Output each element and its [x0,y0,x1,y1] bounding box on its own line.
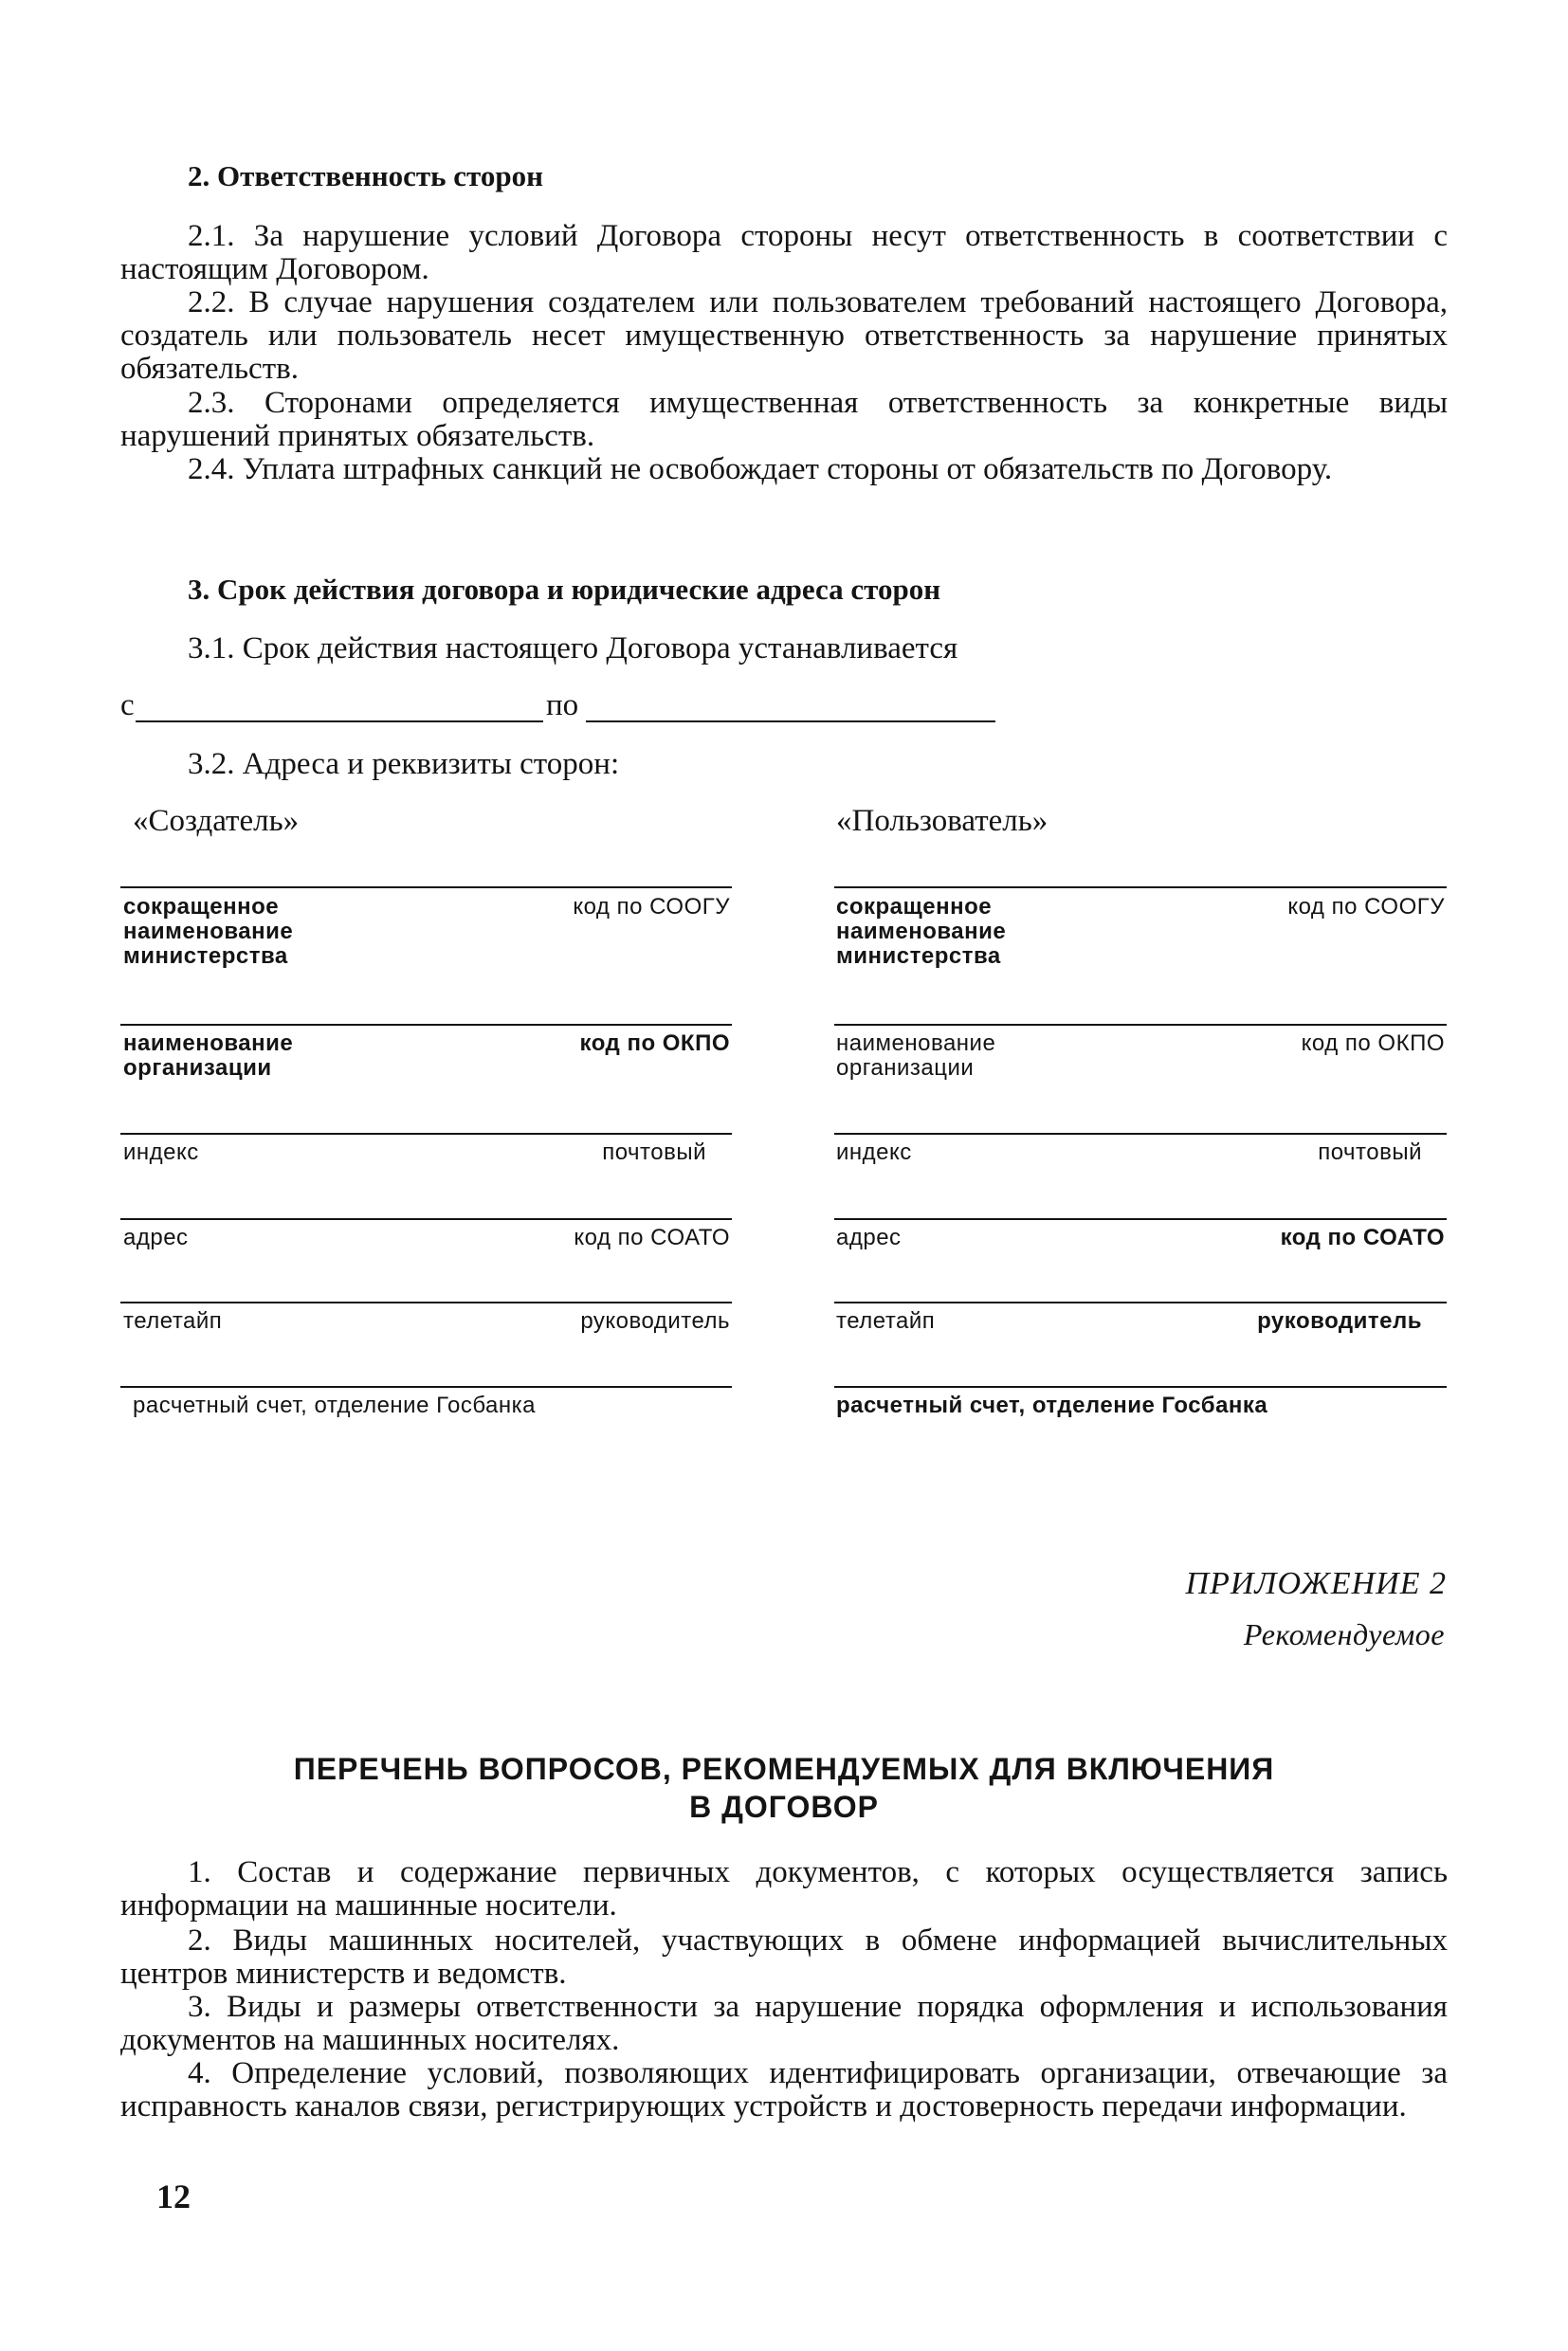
creator-line-1 [120,886,732,888]
creator-director-label: руководитель [580,1308,730,1334]
clause-2-1: 2.1. За нарушение условий Договора стороны несут ответственность в соответствии с настоящим Договором. [120,219,1448,286]
appendix-item-1: 1. Состав и содержание первичных документов, с которых осуществляется запись информации на машинные носители. [120,1855,1448,1923]
section-2-heading: 2. Ответственность сторон [188,159,543,192]
creator-line-6 [120,1386,732,1388]
user-soogu-label: код по СООГУ [1287,894,1445,920]
creator-line-5 [120,1302,732,1303]
user-line-4 [834,1218,1447,1220]
appendix-label: ПРИЛОЖЕНИЕ 2 [1185,1566,1447,1601]
term-to-label: по [546,688,579,722]
user-account-label: расчетный счет, отделение Госбанка [836,1393,1268,1418]
appendix-item-2: 2. Виды машинных носителей, участвующих в обмене информацией вычислительных центров министерств и ведомств. [120,1923,1448,1991]
appendix-item-3: 3. Виды и размеры ответственности за нарушение порядка оформления и использования документов на машинных носителях. [120,1990,1448,2057]
creator-account-label: расчетный счет, отделение Госбанка [133,1393,537,1418]
user-line-6 [834,1386,1447,1388]
user-line-5 [834,1302,1447,1303]
creator-ministry-label: сокращенное наименование министерства [123,894,294,969]
term-to-line [586,720,995,722]
creator-line-2 [120,1024,732,1026]
user-teletype-label: телетайп [836,1308,936,1334]
user-postal-label: почтовый [1318,1139,1422,1165]
creator-teletype-label: телетайп [123,1308,223,1334]
user-org-label: наименование организации [836,1030,996,1081]
appendix-item-4: 4. Определение условий, позволяющих идентифицировать организации, отвечающие за исправность каналов связи, регистрирующих устройств и достоверность передачи информации. [120,2056,1448,2123]
creator-org-label: наименование организации [123,1030,294,1081]
section-3-heading: 3. Срок действия договора и юридические адреса сторон [188,573,941,606]
appendix-status: Рекомендуемое [1243,1617,1445,1651]
user-line-3 [834,1133,1447,1135]
creator-title: «Создатель» [133,804,300,838]
appendix-title-line-2: В ДОГОВОР [689,1790,879,1824]
user-soato-label: код по СОАТО [1280,1225,1445,1250]
clause-2-4: 2.4. Уплата штрафных санкций не освобождает стороны от обязательств по Договору. [188,452,1333,486]
user-okpo-label: код по ОКПО [1301,1030,1445,1056]
page-number: 12 [156,2178,191,2215]
appendix-title-line-1: ПЕРЕЧЕНЬ ВОПРОСОВ, РЕКОМЕНДУЕМЫХ ДЛЯ ВКЛЮЧЕНИЯ [293,1752,1275,1786]
user-ministry-label: сокращенное наименование министерства [836,894,1007,969]
user-director-label: руководитель [1257,1308,1422,1334]
user-title: «Пользователь» [836,804,1048,838]
creator-line-3 [120,1133,732,1135]
creator-index-label: индекс [123,1139,199,1165]
creator-address-label: адрес [123,1225,189,1250]
creator-line-4 [120,1218,732,1220]
term-from-label: с [120,688,135,722]
clause-2-2: 2.2. В случае нарушения создателем или пользователем требований настоящего Договора, создатель или пользователь несет имущественную ответственность за нарушение принятых обязательств. [120,285,1448,386]
clause-2-3: 2.3. Сторонами определяется имущественная ответственность за конкретные виды нарушений принятых обязательств. [120,386,1448,453]
user-address-label: адрес [836,1225,902,1250]
term-from-line [136,720,543,722]
creator-okpo-label: код по ОКПО [579,1030,730,1056]
clause-3-2: 3.2. Адреса и реквизиты сторон: [188,747,620,781]
user-line-1 [834,886,1447,888]
user-line-2 [834,1024,1447,1026]
clause-3-1: 3.1. Срок действия настоящего Договора устанавливается [188,631,958,665]
creator-soogu-label: код по СООГУ [573,894,730,920]
creator-soato-label: код по СОАТО [574,1225,730,1250]
creator-postal-label: почтовый [602,1139,706,1165]
user-index-label: индекс [836,1139,912,1165]
